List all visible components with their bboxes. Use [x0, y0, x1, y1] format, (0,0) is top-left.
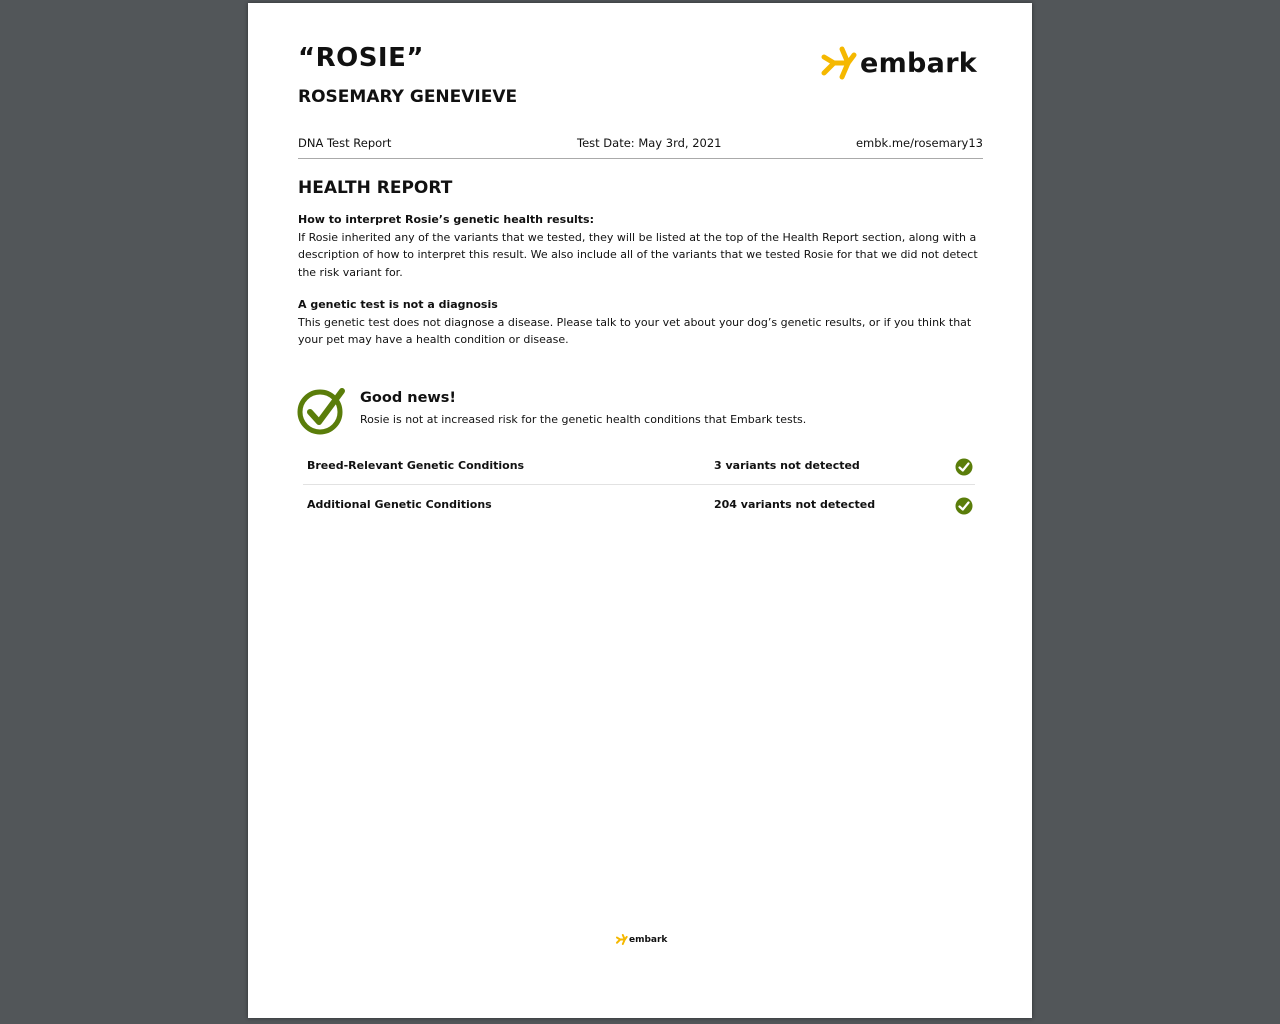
embark-footer-logo-icon: [615, 933, 628, 946]
check-circle-icon: [297, 385, 347, 435]
check-icon: [955, 497, 973, 515]
report-meta-row: [298, 136, 983, 159]
profile-link[interactable]: embk.me/rosemary13: [855, 136, 983, 150]
diagnosis-section: [298, 296, 988, 349]
health-report-title: HEALTH REPORT: [298, 178, 453, 198]
embark-logo-icon: [818, 43, 858, 83]
dog-full-name: ROSEMARY GENEVIEVE: [298, 87, 518, 107]
condition-row: [303, 446, 975, 484]
test-date: Test Date: May 3rd, 2021: [577, 136, 722, 150]
interpret-section: [298, 211, 988, 281]
report-page: [248, 3, 1032, 1018]
report-type: DNA Test Report: [298, 136, 392, 150]
interpret-heading: How to interpret Rosie’s genetic health results:: [298, 213, 595, 226]
good-news-title: Good news!: [360, 390, 457, 406]
condition-name: Breed-Relevant Genetic Conditions: [307, 459, 525, 472]
footer-logo-text: embark: [629, 934, 668, 945]
condition-row: [303, 484, 975, 523]
condition-result: 3 variants not detected: [714, 459, 860, 472]
dog-nickname: “ROSIE”: [298, 43, 424, 73]
condition-name: Additional Genetic Conditions: [307, 498, 492, 511]
embark-logo: [818, 43, 977, 83]
check-icon: [955, 458, 973, 476]
embark-logo-text: embark: [860, 47, 978, 79]
conditions-table: [303, 446, 975, 523]
diagnosis-heading: A genetic test is not a diagnosis: [298, 298, 498, 311]
interpret-text: If Rosie inherited any of the variants that we tested, they will be listed at the top of the Health Report section, along with a description of how to interpret this result. We also include all of the variants that we tested Rosie for that we did not detect the risk variant for.: [298, 230, 978, 279]
good-news-text: Rosie is not at increased risk for the genetic health conditions that Embark tests.: [360, 413, 807, 426]
condition-result: 204 variants not detected: [714, 498, 876, 511]
footer-logo: [615, 933, 667, 946]
diagnosis-text: This genetic test does not diagnose a disease. Please talk to your vet about your dog’s genetic results, or if you think that your pet may have a health condition or disease.: [298, 315, 972, 346]
